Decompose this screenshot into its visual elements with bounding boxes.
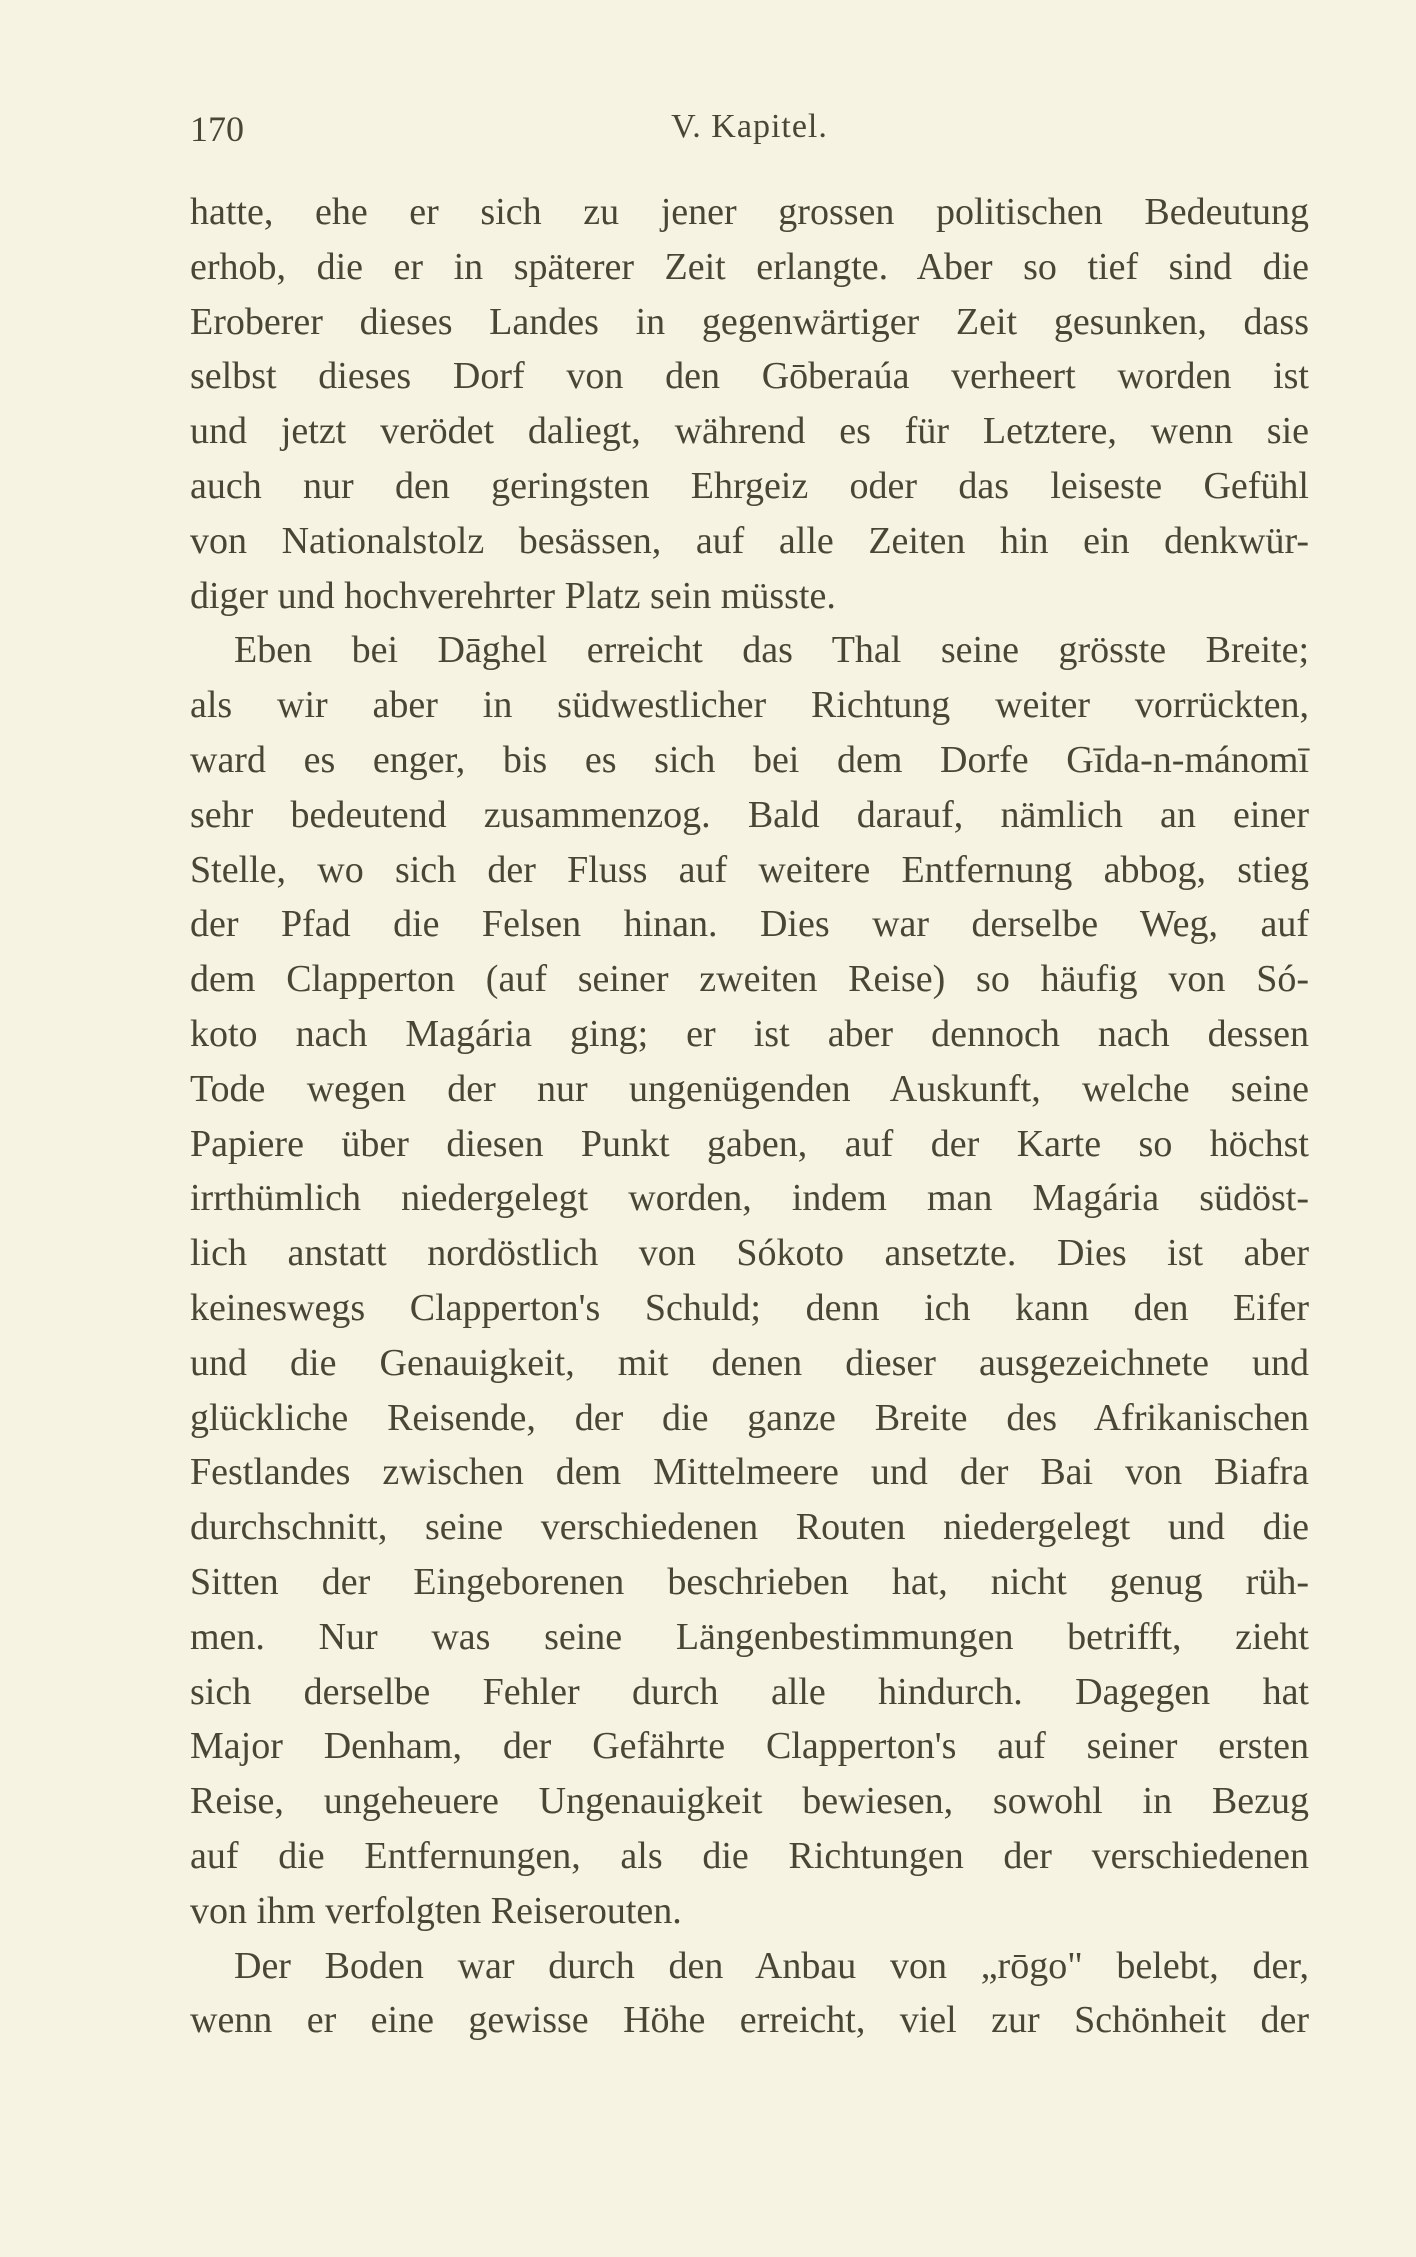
text-line: selbst dieses Dorf von den Gōberaúa verheert worden ist bbox=[190, 355, 1309, 398]
text-line: auch nur den geringsten Ehrgeiz oder das leiseste Gefühl bbox=[190, 464, 1309, 507]
text-line: lich anstatt nordöstlich von Sókoto ansetzte. Dies ist aber bbox=[190, 1232, 1309, 1275]
text-line: irrthümlich niedergelegt worden, indem man Magária südöst- bbox=[190, 1177, 1309, 1220]
text-line: Tode wegen der nur ungenügenden Auskunft, welche seine bbox=[190, 1067, 1309, 1110]
text-line: dem Clapperton (auf seiner zweiten Reise) so häufig von Só- bbox=[190, 958, 1309, 1001]
text-line: von Nationalstolz besässen, auf alle Zeiten hin ein denkwür- bbox=[190, 519, 1309, 562]
text-line: Stelle, wo sich der Fluss auf weitere Entfernung abbog, stieg bbox=[190, 848, 1309, 891]
text-line: Reise, ungeheuere Ungenauigkeit bewiesen, sowohl in Bezug bbox=[190, 1780, 1309, 1823]
text-line: glückliche Reisende, der die ganze Breite des Afrikanischen bbox=[190, 1396, 1309, 1439]
text-line: men. Nur was seine Längenbestimmungen betrifft, zieht bbox=[190, 1615, 1309, 1658]
text-line: hatte, ehe er sich zu jener grossen politischen Bedeutung bbox=[190, 191, 1309, 233]
text-line: erhob, die er in späterer Zeit erlangte. Aber so tief sind die bbox=[190, 245, 1309, 288]
text-line: und jetzt verödet daliegt, während es für Letztere, wenn sie bbox=[190, 410, 1309, 453]
page-number: 170 bbox=[190, 109, 244, 149]
text-line: durchschnitt, seine verschiedenen Routen niedergelegt und die bbox=[190, 1506, 1309, 1549]
text-line: der Pfad die Felsen hinan. Dies war derselbe Weg, auf bbox=[190, 903, 1309, 946]
text-line: Der Boden war durch den Anbau von „rōgo" belebt, der, bbox=[234, 1944, 1309, 1987]
text-line: Major Denham, der Gefährte Clapperton's auf seiner ersten bbox=[190, 1725, 1309, 1768]
text-line: sehr bedeutend zusammenzog. Bald darauf, nämlich an einer bbox=[190, 793, 1309, 836]
page-header bbox=[190, 108, 1309, 158]
text-line: Papiere über diesen Punkt gaben, auf der Karte so höchst bbox=[190, 1122, 1309, 1165]
text-line: Festlandes zwischen dem Mittelmeere und der Bai von Biafra bbox=[190, 1451, 1309, 1494]
text-line: sich derselbe Fehler durch alle hindurch. Dagegen hat bbox=[190, 1670, 1309, 1713]
text-line: Sitten der Eingeborenen beschrieben hat, nicht genug rüh- bbox=[190, 1560, 1309, 1603]
text-line: auf die Entfernungen, als die Richtungen der verschiedenen bbox=[190, 1834, 1309, 1877]
text-line: von ihm verfolgten Reiserouten. bbox=[190, 1889, 682, 1932]
text-line: Eroberer dieses Landes in gegenwärtiger Zeit gesunken, dass bbox=[190, 300, 1309, 343]
text-line: koto nach Magária ging; er ist aber dennoch nach dessen bbox=[190, 1012, 1309, 1055]
text-line: diger und hochverehrter Platz sein müsste. bbox=[190, 574, 836, 617]
text-line: ward es enger, bis es sich bei dem Dorfe Gīda-n-mánomī bbox=[190, 738, 1309, 781]
text-line: Eben bei Dāghel erreicht das Thal seine grösste Breite; bbox=[234, 629, 1309, 672]
text-line: als wir aber in südwestlicher Richtung weiter vorrückten, bbox=[190, 684, 1309, 727]
body-text bbox=[190, 185, 1309, 2048]
text-line: keineswegs Clapperton's Schuld; denn ich kann den Eifer bbox=[190, 1286, 1309, 1329]
text-line: und die Genauigkeit, mit denen dieser ausgezeichnete und bbox=[190, 1341, 1309, 1384]
text-line: wenn er eine gewisse Höhe erreicht, viel zur Schönheit der bbox=[190, 1999, 1309, 2042]
running-title: V. Kapitel. bbox=[671, 108, 828, 145]
